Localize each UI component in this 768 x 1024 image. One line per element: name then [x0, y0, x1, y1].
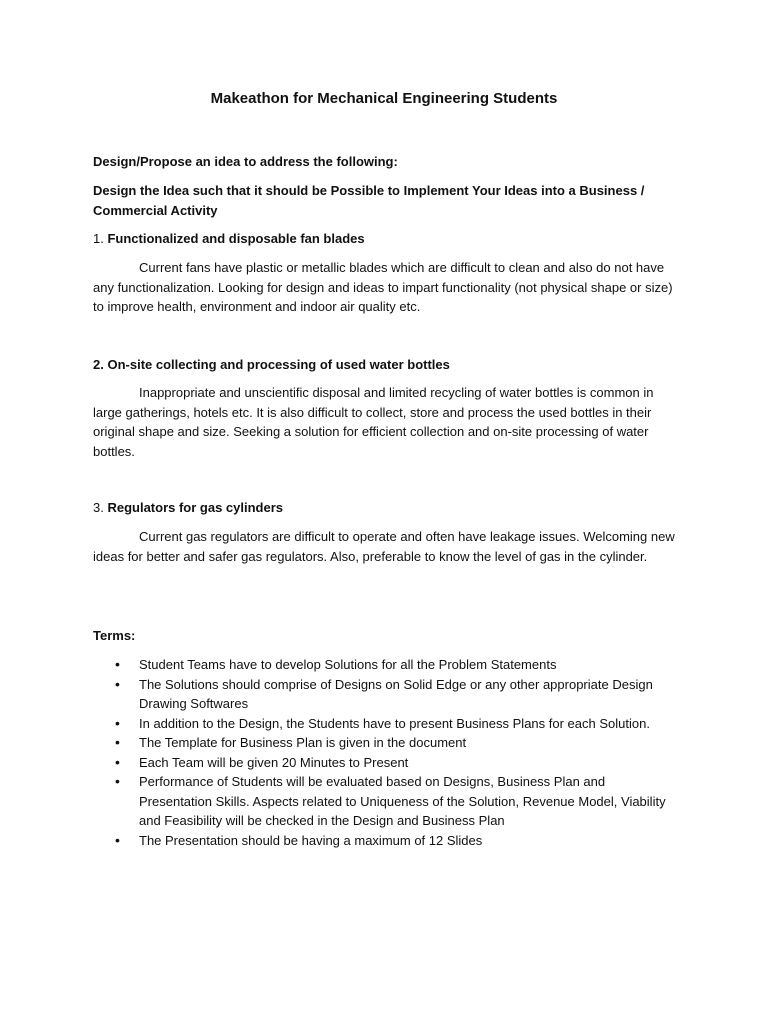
bullet-icon: •	[115, 734, 120, 750]
intro-subheading: Design the Idea such that it should be Possible to Implement Your Ideas into a Business / Commercial Activity	[93, 183, 645, 218]
problem-3-heading	[93, 498, 675, 518]
bullet-icon: •	[115, 753, 120, 770]
terms-list	[93, 655, 675, 850]
bullet-icon: •	[115, 656, 120, 672]
terms-item-text: Student Teams have to develop Solutions for all the Problem Statements	[139, 657, 557, 672]
terms-item-text: Each Team will be given 20 Minutes to Present	[139, 754, 409, 770]
problem-3-title: Regulators for gas cylinders	[107, 500, 284, 515]
problem-1-title: Functionalized and disposable fan blades	[107, 231, 365, 246]
problem-2-title: On-site collecting and processing of used water bottles	[107, 357, 450, 372]
terms-item	[93, 831, 675, 851]
problem-1-body: Current fans have plastic or metallic blades which are difficult to clean and also do not have any functionalization. Looking for design and ideas to impart functionality (not physical shape or size) to improve health, environment and indoor air quality etc.	[93, 260, 673, 314]
document-title: Makeathon for Mechanical Engineering Students	[210, 90, 558, 107]
problem-2-number: 2.	[93, 357, 108, 372]
terms-item	[93, 772, 675, 831]
terms-item	[93, 733, 675, 753]
bullet-icon: •	[115, 675, 120, 692]
terms-item	[93, 655, 675, 675]
intro-heading: Design/Propose an idea to address the following:	[93, 154, 398, 169]
problem-1-heading	[93, 229, 675, 249]
terms-item-text: Performance of Students will be evaluated based on Designs, Business Plan and Presentation Skills. Aspects related to Uniqueness of the Solution, Revenue Model, Viability and Feasibility will be checked in the Design and Business Plan	[139, 774, 666, 828]
problem-1-number: 1.	[93, 231, 108, 246]
terms-item-text: In addition to the Design, the Students have to present Business Plans for each Solution.	[139, 715, 650, 731]
terms-item	[93, 675, 675, 714]
terms-item-text: The Template for Business Plan is given in the document	[139, 735, 467, 750]
problem-3-body: Current gas regulators are difficult to operate and often have leakage issues. Welcoming new ideas for better and safer gas regulators. Also, preferable to know the level of gas in the cylinder.	[93, 529, 675, 564]
terms-item-text: The Presentation should be having a maximum of 12 Slides	[139, 832, 483, 848]
terms-heading: Terms:	[93, 628, 136, 643]
problem-3-number: 3.	[93, 500, 108, 515]
problem-2-heading	[93, 355, 675, 375]
bullet-icon: •	[115, 831, 120, 848]
problem-2-body: Inappropriate and unscientific disposal and limited recycling of water bottles is common in large gatherings, hotels etc. It is also difficult to collect, store and process the used bottles in their original shape and size. Seeking a solution for efficient collection and on-site processing of water bottles.	[93, 385, 654, 459]
terms-item	[93, 753, 675, 773]
bullet-icon: •	[115, 714, 120, 731]
bullet-icon: •	[115, 773, 120, 789]
terms-item-text: The Solutions should comprise of Designs on Solid Edge or any other appropriate Design Drawing Softwares	[139, 676, 653, 711]
terms-item	[93, 714, 675, 734]
